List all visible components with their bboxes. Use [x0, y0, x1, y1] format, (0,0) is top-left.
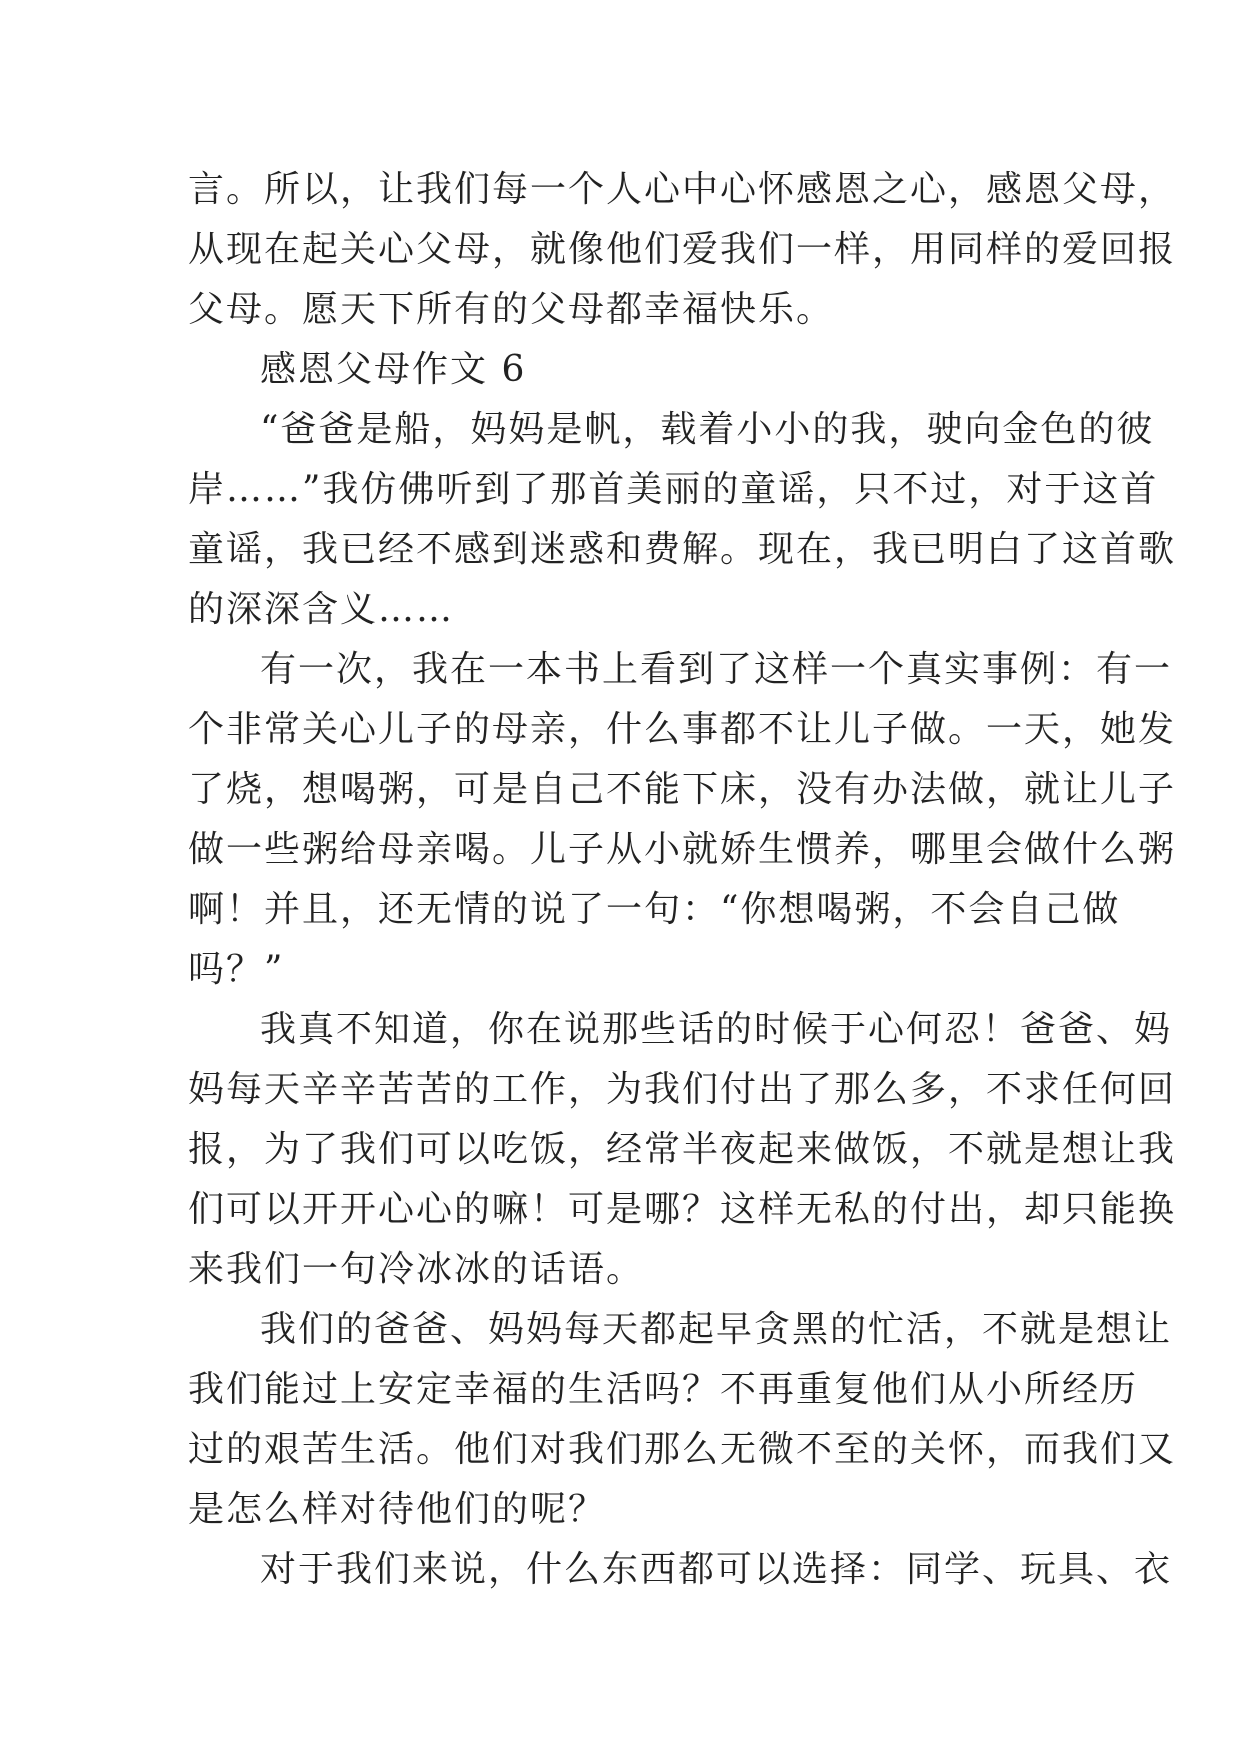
text-line: 我们能过上安定幸福的生活吗？不再重复他们从小所经历 [188, 1369, 1139, 1410]
text-line: 做一些粥给母亲喝。儿子从小就娇生惯养，哪里会做什么粥 [188, 829, 1177, 870]
document-body [188, 160, 1177, 1600]
text-line: 啊！并且，还无情的说了一句：“你想喝粥，不会自己做 [188, 889, 1121, 930]
text-line: “爸爸是船，妈妈是帆，载着小小的我，驶向金色的彼 [260, 409, 1155, 450]
text-line: 对于我们来说，什么东西都可以选择：同学、玩具、衣 [260, 1549, 1173, 1590]
text-line: 个非常关心儿子的母亲，什么事都不让儿子做。一天，她发 [188, 709, 1177, 750]
text-line: 有一次，我在一本书上看到了这样一个真实事例：有一 [260, 649, 1173, 690]
text-line: 父母。愿天下所有的父母都幸福快乐。 [188, 289, 835, 330]
text-line: 是怎么样对待他们的呢？ [188, 1489, 607, 1530]
text-line: 们可以开开心心的嘛！可是哪？这样无私的付出，却只能换 [188, 1189, 1177, 1230]
text-line: 妈每天辛辛苦苦的工作，为我们付出了那么多，不求任何回 [188, 1069, 1177, 1110]
text-line: 从现在起关心父母，就像他们爱我们一样，用同样的爱回报 [188, 229, 1177, 270]
text-line: 来我们一句冷冰冰的话语。 [188, 1249, 645, 1290]
text-line: 童谣，我已经不感到迷惑和费解。现在，我已明白了这首歌 [188, 529, 1177, 570]
text-line: 岸……”我仿佛听到了那首美丽的童谣，只不过，对于这首 [188, 469, 1159, 510]
text-line: 我真不知道，你在说那些话的时候于心何忍！爸爸、妈 [260, 1009, 1173, 1050]
text-line: 吗？” [188, 949, 285, 990]
text-line: 了烧，想喝粥，可是自己不能下床，没有办法做，就让儿子 [188, 769, 1177, 810]
text-line: 言。所以，让我们每一个人心中心怀感恩之心，感恩父母， [188, 169, 1177, 210]
text-line: 的深深含义…… [188, 589, 455, 630]
text-line: 报，为了我们可以吃饭，经常半夜起来做饭，不就是想让我 [188, 1129, 1177, 1170]
text-line: 过的艰苦生活。他们对我们那么无微不至的关怀，而我们又 [188, 1429, 1177, 1470]
text-line: 我们的爸爸、妈妈每天都起早贪黑的忙活，不就是想让 [260, 1309, 1173, 1350]
section-heading: 感恩父母作文 6 [260, 349, 527, 390]
